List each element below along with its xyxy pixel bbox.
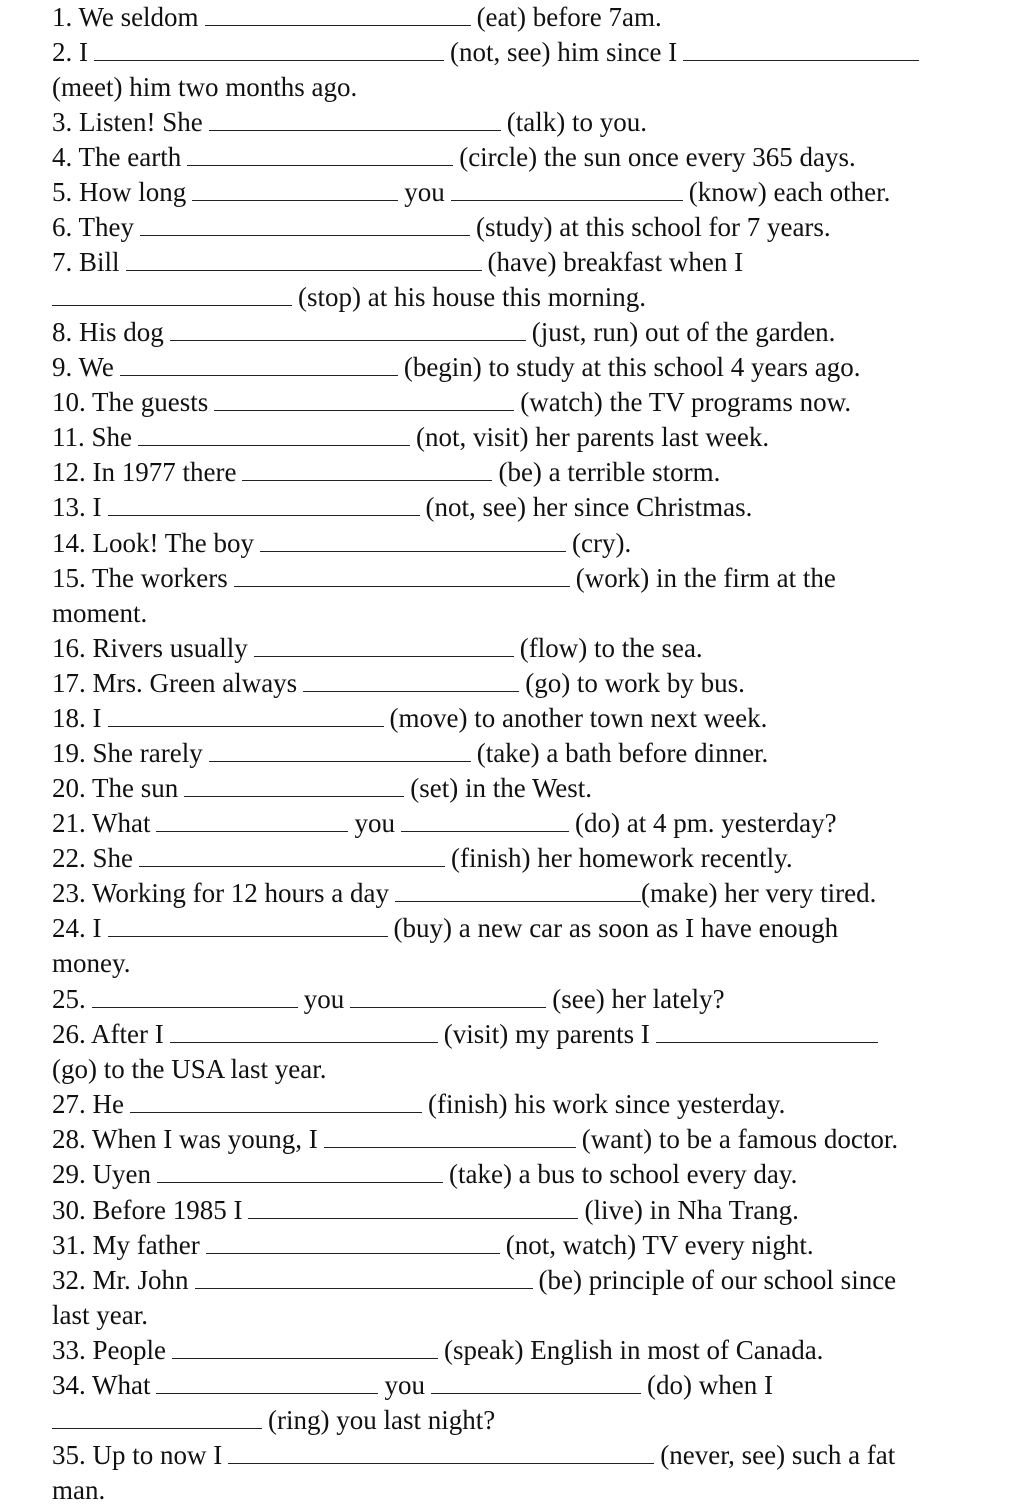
answer-blank[interactable] (395, 877, 641, 902)
question-28 (52, 1122, 898, 1156)
answer-blank[interactable] (130, 1088, 422, 1113)
question-text: you (354, 808, 395, 838)
question-32-continued (52, 1298, 148, 1332)
question-text: you (303, 984, 345, 1014)
question-text: (just, run) out of the garden. (531, 317, 836, 347)
question-text: 11. She (52, 422, 132, 452)
answer-blank[interactable] (108, 702, 384, 727)
question-text: 9. We (52, 352, 114, 382)
question-text: 12. In 1977 there (52, 457, 237, 487)
question-7-continued (52, 280, 646, 314)
question-text: (know) each other. (688, 177, 891, 207)
question-22 (52, 841, 793, 875)
question-text: (want) to be a famous doctor. (581, 1124, 899, 1154)
question-text: 3. Listen! She (52, 107, 203, 137)
question-text: you (384, 1370, 425, 1400)
question-33 (52, 1333, 823, 1367)
question-text: (circle) the sun once every 365 days. (459, 142, 856, 172)
question-text: 32. Mr. John (52, 1265, 189, 1295)
question-23 (52, 876, 876, 910)
question-text: 17. Mrs. Green always (52, 668, 298, 698)
question-text: 20. The sun (52, 773, 179, 803)
question-17 (52, 666, 745, 700)
question-text: 13. I (52, 492, 102, 522)
answer-blank[interactable] (172, 1334, 438, 1359)
question-text: 30. Before 1985 I (52, 1195, 243, 1225)
question-text: (not, see) her since Christmas. (425, 492, 753, 522)
question-text: 29. Uyen (52, 1159, 151, 1189)
question-text: 5. How long (52, 177, 187, 207)
question-text: 2. I (52, 37, 88, 67)
question-29 (52, 1157, 797, 1191)
answer-blank[interactable] (140, 211, 470, 236)
question-2-continued (52, 70, 357, 104)
question-text: (buy) a new car as soon as I have enough (393, 913, 839, 943)
question-text: 26. After I (52, 1019, 164, 1049)
question-text: 14. Look! The boy (52, 528, 254, 558)
question-text: 16. Rivers usually (52, 633, 248, 663)
question-text: (do) at 4 pm. yesterday? (574, 808, 837, 838)
answer-blank[interactable] (139, 842, 445, 867)
question-text: (begin) to study at this school 4 years ago. (403, 352, 861, 382)
answer-blank[interactable] (254, 632, 514, 657)
question-text: (take) a bath before dinner. (476, 738, 769, 768)
answer-blank[interactable] (206, 1229, 500, 1254)
answer-blank[interactable] (170, 1018, 438, 1043)
question-text: 15. The workers (52, 563, 228, 593)
answer-blank[interactable] (228, 1439, 654, 1464)
answer-blank[interactable] (209, 737, 471, 762)
answer-blank[interactable] (170, 316, 526, 341)
question-text: (not, visit) her parents last week. (416, 422, 770, 452)
answer-blank[interactable] (92, 983, 298, 1008)
question-text: 22. She (52, 843, 133, 873)
question-27 (52, 1087, 785, 1121)
answer-blank[interactable] (248, 1194, 578, 1219)
question-text: 23. Working for 12 hours a day (52, 878, 390, 908)
answer-blank[interactable] (451, 176, 683, 201)
question-15 (52, 561, 836, 595)
answer-blank[interactable] (205, 1, 471, 26)
question-text: 8. His dog (52, 317, 164, 347)
question-text: (meet) him two months ago. (52, 72, 358, 102)
question-35 (52, 1438, 895, 1472)
answer-blank[interactable] (192, 176, 398, 201)
question-text: 27. He (52, 1089, 124, 1119)
question-text: (not, watch) TV every night. (505, 1230, 814, 1260)
question-text: (not, see) him since I (450, 37, 678, 67)
answer-blank[interactable] (401, 807, 569, 832)
question-12 (52, 455, 720, 489)
question-text: 6. They (52, 212, 134, 242)
question-text: (take) a bus to school every day. (448, 1159, 798, 1189)
question-13 (52, 490, 752, 524)
question-text: (work) in the firm at the (575, 563, 836, 593)
answer-blank[interactable] (156, 807, 348, 832)
question-text: 7. Bill (52, 247, 120, 277)
question-10 (52, 385, 851, 419)
question-text: (speak) English in most of Canada. (444, 1335, 824, 1365)
question-text: 21. What (52, 808, 151, 838)
question-text: (go) to work by bus. (525, 668, 745, 698)
answer-blank[interactable] (214, 386, 514, 411)
question-text: (finish) her homework recently. (451, 843, 793, 873)
question-text: (eat) before 7am. (476, 2, 662, 32)
question-35-continued (52, 1473, 105, 1507)
question-text: 34. What (52, 1370, 151, 1400)
question-11 (52, 420, 769, 454)
question-5 (52, 175, 890, 209)
question-text: (do) when I (646, 1370, 773, 1400)
question-24 (52, 911, 838, 945)
question-text: (be) principle of our school since (538, 1265, 897, 1295)
question-8 (52, 315, 835, 349)
question-text: money. (52, 948, 131, 978)
question-text: (see) her lately? (552, 984, 725, 1014)
question-25 (52, 982, 725, 1016)
answer-blank[interactable] (94, 36, 444, 61)
answer-blank[interactable] (187, 141, 453, 166)
answer-blank[interactable] (209, 106, 501, 131)
question-text: (visit) my parents I (443, 1019, 650, 1049)
question-text: (never, see) such a fat (660, 1440, 896, 1470)
question-21 (52, 806, 837, 840)
question-text: (stop) at his house this morning. (298, 282, 646, 312)
question-3 (52, 105, 647, 139)
answer-blank[interactable] (120, 351, 398, 376)
question-text: 25. (52, 984, 86, 1014)
answer-blank[interactable] (234, 562, 570, 587)
answer-blank[interactable] (52, 1404, 262, 1429)
question-text: 1. We seldom (52, 2, 199, 32)
question-19 (52, 736, 768, 770)
question-text: (flow) to the sea. (519, 633, 703, 663)
question-30 (52, 1193, 799, 1227)
answer-blank[interactable] (108, 491, 420, 516)
question-text: 33. People (52, 1335, 166, 1365)
question-15-continued (52, 596, 147, 630)
question-text: 10. The guests (52, 387, 209, 417)
answer-blank[interactable] (324, 1123, 576, 1148)
question-34-continued (52, 1403, 495, 1437)
question-26 (52, 1017, 884, 1051)
answer-blank[interactable] (184, 772, 404, 797)
question-text: (have) breakfast when I (487, 247, 744, 277)
question-18 (52, 701, 767, 735)
question-text: (set) in the West. (410, 773, 593, 803)
answer-blank[interactable] (126, 246, 482, 271)
answer-blank[interactable] (303, 667, 519, 692)
question-text: you (404, 177, 445, 207)
answer-blank[interactable] (656, 1018, 878, 1043)
question-16 (52, 631, 703, 665)
question-text: last year. (52, 1300, 148, 1330)
question-31 (52, 1228, 814, 1262)
question-text: 35. Up to now I (52, 1440, 223, 1470)
question-text: 24. I (52, 913, 102, 943)
question-14 (52, 526, 631, 560)
question-text: (study) at this school for 7 years. (476, 212, 831, 242)
answer-blank[interactable] (157, 1158, 443, 1183)
answer-blank[interactable] (195, 1264, 533, 1289)
question-text: (go) to the USA last year. (52, 1054, 327, 1084)
answer-blank[interactable] (260, 527, 566, 552)
question-6 (52, 210, 831, 244)
question-text: 18. I (52, 703, 102, 733)
question-text: moment. (52, 598, 148, 628)
question-26-continued (52, 1052, 326, 1086)
question-text: 28. When I was young, I (52, 1124, 318, 1154)
question-20 (52, 771, 592, 805)
question-text: (move) to another town next week. (389, 703, 768, 733)
question-9 (52, 350, 861, 384)
question-32 (52, 1263, 896, 1297)
question-text: (cry). (571, 528, 632, 558)
question-text: (finish) his work since yesterday. (427, 1089, 786, 1119)
question-7 (52, 245, 743, 279)
answer-blank[interactable] (138, 421, 410, 446)
question-4 (52, 140, 856, 174)
question-text: man. (52, 1475, 106, 1505)
question-2 (52, 35, 925, 69)
answer-blank[interactable] (108, 912, 388, 937)
answer-blank[interactable] (242, 456, 492, 481)
question-text: 4. The earth (52, 142, 182, 172)
answer-blank[interactable] (52, 281, 292, 306)
question-text: (make) her very tired. (641, 878, 877, 908)
answer-blank[interactable] (156, 1369, 378, 1394)
question-text: (live) in Nha Trang. (584, 1195, 799, 1225)
question-1 (52, 0, 662, 34)
question-text: (talk) to you. (506, 107, 647, 137)
question-34 (52, 1368, 773, 1402)
question-text: (be) a terrible storm. (498, 457, 721, 487)
answer-blank[interactable] (683, 36, 919, 61)
answer-blank[interactable] (431, 1369, 641, 1394)
question-text: (ring) you last night? (268, 1405, 496, 1435)
question-text: 31. My father (52, 1230, 200, 1260)
question-text: 19. She rarely (52, 738, 203, 768)
question-text: (watch) the TV programs now. (520, 387, 852, 417)
question-24-continued (52, 946, 130, 980)
answer-blank[interactable] (350, 983, 546, 1008)
